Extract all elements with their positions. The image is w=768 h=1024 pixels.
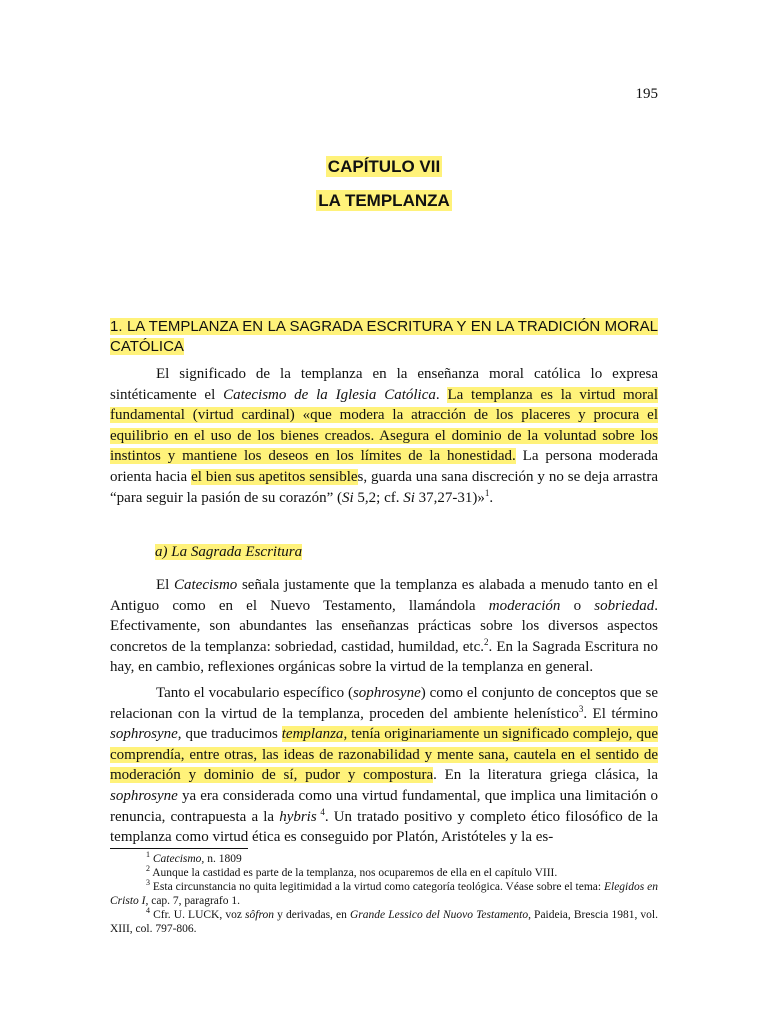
paragraph-sophrosyne — [110, 683, 658, 848]
footnote-number: 4 — [146, 906, 150, 916]
footnote-number: 1 — [146, 850, 150, 860]
subsection-heading — [155, 544, 302, 561]
text-run: . — [435, 386, 448, 403]
footnote-number: 3 — [146, 878, 150, 888]
text-run: La persona moderada orienta hacia — [110, 448, 659, 485]
section-heading — [110, 317, 658, 357]
emphasis-text: Catecismo — [173, 577, 238, 593]
text-run: . — [489, 489, 494, 506]
text-run: ) como el conjunto de conceptos que se relacionan con la virtud de la templanza, proceden del ambiente helenístico — [110, 685, 658, 722]
footnote-text: Cfr. U. LUCK, voz — [150, 909, 246, 921]
section-heading-text: 1. LA TEMPLANZA EN LA SAGRADA ESCRITURA Y EN LA TRADICIÓN MORAL CATÓLICA — [110, 318, 658, 355]
chapter-title: LA TEMPLANZA — [318, 191, 450, 210]
footnotes — [110, 852, 658, 936]
footnote-1 — [110, 852, 658, 866]
footnote-divider — [110, 848, 248, 849]
footnote-text: , Paideia, Brescia 1981, vol. XIII, col. 797-806. — [110, 909, 659, 935]
footnote-text: n. 1809 — [204, 853, 242, 865]
text-run: El significado de la templanza en la enseñanza moral católica lo expresa sintéticamente el — [110, 366, 658, 403]
footnote-text: sôfron — [245, 909, 275, 921]
emphasis-text: sophrosyne — [352, 685, 421, 701]
paragraph-catecismo — [110, 575, 658, 678]
text-run: 5,2; cf. — [353, 489, 404, 506]
highlighted-text: , tenía originariamente un significado complejo, que comprendía, entre otras, las ideas de razonabilidad y mente sana, cautela en el sentido de moderación y dominio de sí, pudor y compostura — [110, 726, 658, 784]
footnote-4 — [110, 908, 658, 936]
footnote-ref: 3 — [578, 703, 584, 714]
paragraph-intro — [110, 364, 658, 508]
text-run: 37,27-31)» — [414, 489, 485, 506]
footnote-3 — [110, 880, 658, 908]
text-run: o — [560, 597, 595, 614]
footnote-text: Elegidos en Cristo I, — [110, 881, 658, 907]
text-run: . Efectivamente, son abundantes las enseñanzas prácticas sobre los diversos aspectos concretos de la templanza: sobriedad, castidad, humildad, etc. — [110, 597, 658, 655]
text-run: . El término — [583, 705, 658, 722]
text-run: El — [156, 577, 174, 593]
highlighted-text: templanza — [281, 726, 344, 743]
highlighted-text: el bien sus apetitos sensible — [191, 468, 358, 485]
citation-abbrev: Si — [341, 489, 354, 506]
emphasis-text: hybris — [279, 808, 317, 825]
text-run: , que traducimos — [177, 726, 282, 743]
text-run: . En la Sagrada Escritura no hay, en cambio, reflexiones orgánicas sobre la virtud de la templanza en general. — [110, 638, 658, 676]
chapter-heading — [110, 150, 658, 218]
text-run: señala justamente que la templanza es alabada a menudo tanto en el Antiguo como en el Nuevo Testamento, llamándola — [110, 577, 658, 614]
footnote-text: Catecismo, — [152, 853, 205, 865]
footnote-text: Grande Lessico del Nuovo Testamento — [349, 909, 529, 921]
footnote-text: y derivadas, en — [274, 909, 350, 921]
chapter-label: CAPÍTULO VII — [327, 157, 441, 176]
footnote-text: cap. 7, paragrafo 1. — [148, 895, 240, 907]
emphasis-text: sophrosyne — [110, 726, 178, 743]
text-run: ya era considerada como una virtud fundamental, que implica una limitación o renuncia, contrapuesta a la — [110, 787, 658, 825]
highlighted-text: La templanza es la virtud moral fundamental (virtud cardinal) «que modera la atracción de los placeres y procura el equilibrio en el uso de los bienes creados. Asegura el dominio de la voluntad sobre los instintos y mantiene los deseos en los límites de la honestidad. — [110, 386, 659, 465]
footnote-text: Aunque la castidad es parte de la templanza, nos ocuparemos de ella en el capítulo VIII. — [150, 867, 558, 879]
emphasis-text: sophrosyne — [110, 787, 178, 804]
footnote-ref: 2 — [483, 636, 489, 647]
text-run: s, guarda una sana discreción y no se deja arrastra “para seguir la pasión de su corazón” ( — [110, 468, 658, 506]
citation-abbrev: Si — [403, 489, 415, 506]
text-run: Tanto el vocabulario específico ( — [156, 685, 353, 701]
text-run: . En la literatura griega clásica, la — [433, 767, 658, 784]
footnote-ref: 1 — [484, 487, 490, 498]
text-run: . Un tratado positivo y completo ético filosófico de la templanza como virtud ética es conseguido por Platón, Aristóteles y la es- — [110, 808, 659, 846]
book-title: Catecismo de la Iglesia Católica — [223, 386, 436, 403]
subsection-heading-text: a) La Sagrada Escritura — [155, 544, 303, 560]
footnote-ref: 4 — [316, 806, 325, 817]
footnote-number: 2 — [146, 864, 150, 874]
emphasis-text: moderación — [488, 597, 561, 614]
footnote-2 — [110, 866, 658, 880]
emphasis-text: sobriedad — [594, 597, 655, 614]
page-number: 195 — [635, 86, 658, 102]
footnote-text: Esta circunstancia no quita legitimidad a la virtud como categoría teológica. Véase sobre el tema: — [150, 881, 604, 893]
